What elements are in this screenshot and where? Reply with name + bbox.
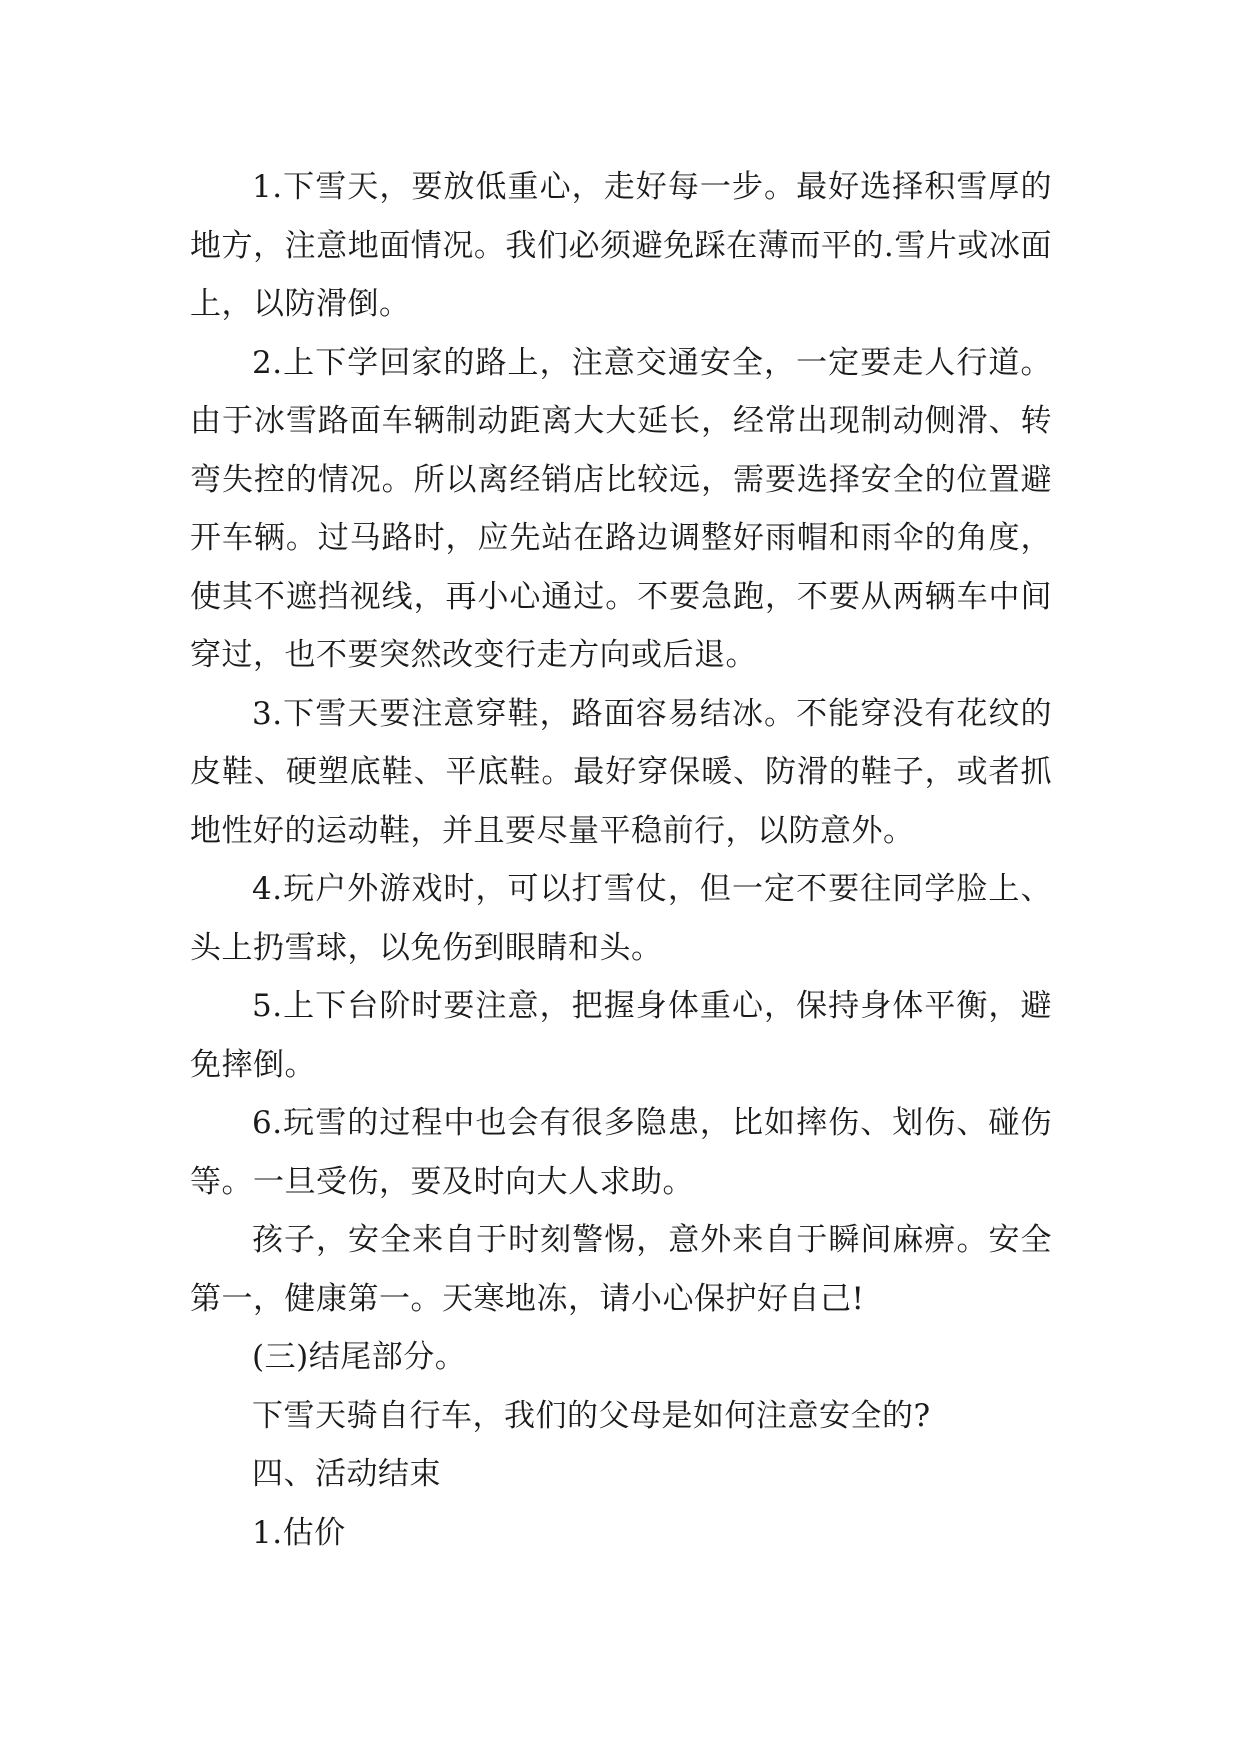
document-body xyxy=(190,158,1052,1562)
paragraph-6: 6.玩雪的过程中也会有很多隐患，比如摔伤、划伤、碰伤等。一旦受伤，要及时向大人求助。 xyxy=(190,1105,1052,1200)
paragraph-3: 3.下雪天要注意穿鞋，路面容易结冰。不能穿没有花纹的皮鞋、硬塑底鞋、平底鞋。最好穿保暖、防滑的鞋子，或者抓地性好的运动鞋，并且要尽量平稳前行，以防意外。 xyxy=(190,695,1052,849)
discussion-question: 下雪天骑自行车，我们的父母是如何注意安全的? xyxy=(252,1397,931,1434)
paragraph-2: 2.上下学回家的路上，注意交通安全，一定要走人行道。由于冰雪路面车辆制动距离大大延长，经常出现制动侧滑、转弯失控的情况。所以离经销店比较远，需要选择安全的位置避开车辆。过马路时，应先站在路边调整好雨帽和雨伞的角度，使其不遮挡视线，再小心通过。不要急跑，不要从两辆车中间穿过，也不要突然改变行走方向或后退。 xyxy=(190,344,1052,673)
list-item-evaluation: 1.估价 xyxy=(252,1514,346,1551)
paragraph-1: 1.下雪天，要放低重心，走好每一步。最好选择积雪厚的地方，注意地面情况。我们必须避免踩在薄而平的.雪片或冰面上，以防滑倒。 xyxy=(190,169,1052,322)
section-heading-activity-end: 四、活动结束 xyxy=(252,1456,441,1492)
paragraph-5: 5.上下台阶时要注意，把握身体重心，保持身体平衡，避免摔倒。 xyxy=(190,988,1052,1083)
section-heading-ending: (三)结尾部分。 xyxy=(252,1339,467,1375)
paragraph-conclusion: 孩子，安全来自于时刻警惕，意外来自于瞬间麻痹。安全第一，健康第一。天寒地冻，请小心保护好自己! xyxy=(190,1222,1052,1317)
paragraph-4: 4.玩户外游戏时，可以打雪仗，但一定不要往同学脸上、头上扔雪球，以免伤到眼睛和头。 xyxy=(190,871,1052,966)
